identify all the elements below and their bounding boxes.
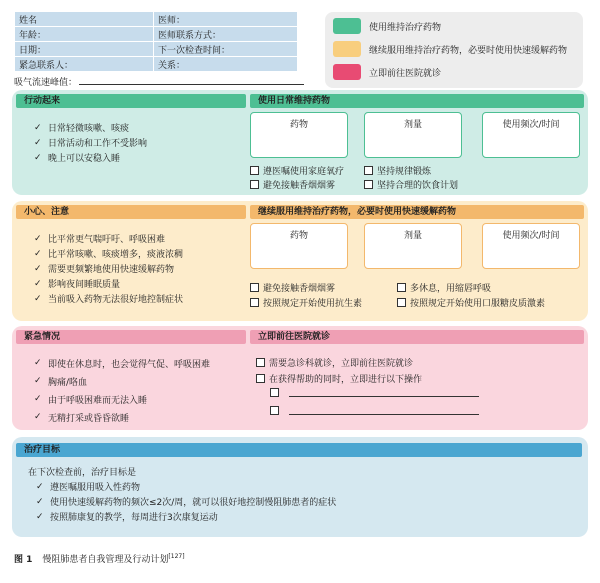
- caption-text: 慢阻肺患者自我管理及行动计划: [42, 555, 169, 565]
- list-item: ✓ 即使在休息时，也会觉得气促、呼吸困难: [34, 358, 211, 370]
- goal-title: 治疗目标: [16, 443, 582, 457]
- legend-green: [333, 18, 441, 34]
- field-date[interactable]: 日期：: [15, 42, 154, 57]
- list-item: ✓ 需要更频繁地使用快速缓解药物: [34, 263, 175, 275]
- field-doctor[interactable]: 医师：: [154, 12, 298, 27]
- checkbox-option[interactable]: 遵医嘱使用家庭氧疗: [250, 164, 344, 177]
- checkbox: [250, 283, 259, 292]
- checkbox-option[interactable]: 多休息，用缩唇呼吸: [397, 281, 491, 294]
- legend-swatch-red: [333, 64, 361, 80]
- legend-red: [333, 64, 441, 80]
- checkbox-option[interactable]: 避免接触香烟烟雾: [250, 178, 335, 191]
- legend-swatch-green: [333, 18, 361, 34]
- legend-yellow: [333, 41, 567, 57]
- action-title: 继续服用维持治疗药物，必要时使用快速缓解药物: [250, 205, 584, 219]
- checkbox: [256, 374, 265, 383]
- action-title: 使用日常维持药物: [250, 94, 584, 108]
- symptom-list: [34, 120, 147, 165]
- field-doctor-contact[interactable]: 医师联系方式：: [154, 27, 298, 42]
- checkbox: [270, 406, 279, 415]
- checkbox: [256, 358, 265, 367]
- list-item: ✓ 晚上可以安稳入睡: [34, 152, 121, 164]
- zone-title: 紧急情况: [16, 330, 246, 344]
- zone-green: [12, 90, 588, 195]
- field-relation[interactable]: 关系：: [154, 57, 298, 72]
- zone-red: [12, 326, 588, 430]
- list-item: ✓ 由于呼吸困难而无法入睡: [34, 394, 148, 406]
- checkbox: [250, 298, 259, 307]
- frequency-box[interactable]: 使用频次/时间: [482, 223, 580, 269]
- list-item: ✓ 比平常咳嗽、咳痰增多，痰液浓稠: [34, 248, 184, 260]
- zone-title: 行动起来: [16, 94, 246, 108]
- list-item: ✓ 使用快速缓解药物的频次≤2次/周，就可以很好地控制慢阻肺患者的症状: [36, 496, 337, 508]
- action-title: 立即前往医院就诊: [250, 330, 584, 344]
- list-item: ✓ 按照肺康复的教学，每周进行3次康复运动: [36, 511, 218, 523]
- peak-flow-field[interactable]: [14, 75, 304, 88]
- caption-number: 图 1: [14, 555, 33, 565]
- checkbox-option[interactable]: 坚持合理的饮食计划: [364, 178, 458, 191]
- checkbox: [364, 180, 373, 189]
- zone-title: 小心、注意: [16, 205, 246, 219]
- checkbox: [270, 388, 279, 397]
- list-item: ✓ 无精打采或昏昏欲睡: [34, 412, 130, 424]
- list-item: ✓ 胸痛/咯血: [34, 376, 88, 388]
- list-item: ✓ 日常轻微咳嗽、咳痰: [34, 122, 130, 134]
- symptom-list: [34, 231, 183, 306]
- list-item: ✓ 比平常更气喘吁吁、呼吸困难: [34, 233, 166, 245]
- legend-swatch-yellow: [333, 41, 361, 57]
- list-item: ✓ 影响夜间睡眠质量: [34, 278, 121, 290]
- frequency-box[interactable]: 使用频次/时间: [482, 112, 580, 158]
- checkbox: [250, 180, 259, 189]
- medication-box[interactable]: 药物: [250, 223, 348, 269]
- legend-label: 立即前往医院就诊: [369, 68, 442, 79]
- checkbox-option[interactable]: 需要急诊科就诊，立即前往医院就诊: [256, 356, 413, 369]
- goal-list: [28, 464, 336, 524]
- medication-box[interactable]: 药物: [250, 112, 348, 158]
- dose-box[interactable]: 剂量: [364, 223, 462, 269]
- checkbox: [250, 166, 259, 175]
- checkbox-option[interactable]: 避免接触香烟烟雾: [250, 281, 335, 294]
- figure-caption: [14, 552, 185, 565]
- legend-label: 使用维持治疗药物: [369, 22, 442, 33]
- checkbox-option[interactable]: 坚持规律锻炼: [364, 164, 431, 177]
- field-age[interactable]: 年龄：: [15, 27, 154, 42]
- field-next-visit[interactable]: 下一次检查时间：: [154, 42, 298, 57]
- checkbox: [364, 166, 373, 175]
- checkbox: [397, 283, 406, 292]
- patient-info-table: [14, 11, 298, 72]
- checkbox-option[interactable]: 按照规定开始使用抗生素: [250, 296, 362, 309]
- blank-action-line[interactable]: [270, 406, 479, 415]
- legend: [325, 12, 583, 88]
- list-item: ✓ 遵医嘱服用吸入性药物: [36, 481, 141, 493]
- peak-flow-label: 吸气流速峰值：: [14, 78, 78, 88]
- legend-label: 继续服用维持治疗药物，必要时使用快速缓解药物: [369, 45, 568, 56]
- list-item: ✓ 当前吸入药物无法很好地控制症状: [34, 293, 184, 305]
- caption-ref: [127]: [168, 553, 185, 560]
- list-item: ✓ 日常活动和工作不受影响: [34, 137, 148, 149]
- field-name[interactable]: 姓名: [15, 12, 154, 27]
- field-emergency-contact[interactable]: 紧急联系人：: [15, 57, 154, 72]
- zone-goal: [12, 437, 588, 537]
- dose-box[interactable]: 剂量: [364, 112, 462, 158]
- checkbox-option[interactable]: 在获得帮助的同时，立即进行以下操作: [256, 372, 422, 385]
- zone-yellow: [12, 201, 588, 321]
- checkbox: [397, 298, 406, 307]
- symptom-list: [34, 354, 210, 426]
- checkbox-option[interactable]: 按照规定开始使用口服糖皮质激素: [397, 296, 545, 309]
- blank-action-line[interactable]: [270, 388, 479, 397]
- goal-intro: 在下次检查前，治疗目标是: [28, 468, 137, 478]
